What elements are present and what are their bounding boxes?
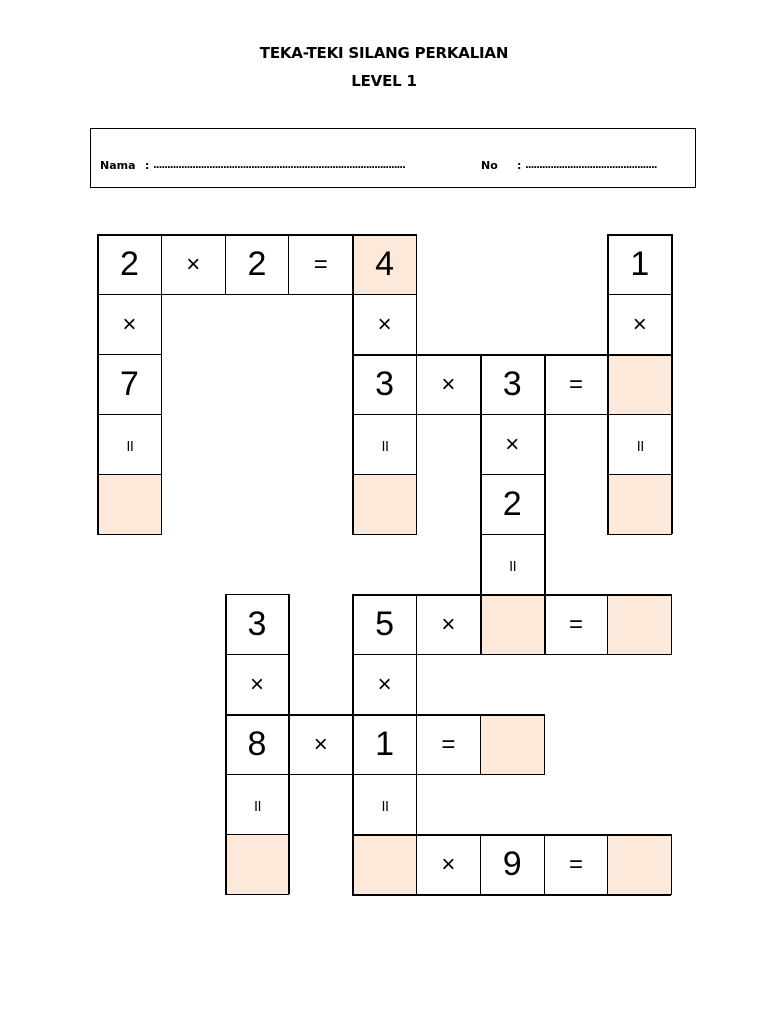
number-cell-r6-c4: 5 <box>352 594 417 655</box>
number-cell-r0-c4: 4 <box>352 234 417 295</box>
nama-label: Nama <box>100 159 136 172</box>
multiply-cell-r10-c5: × <box>416 834 481 895</box>
equals-cell-r9-c2: ॥ <box>225 774 290 835</box>
answer-cell-r4-c4[interactable] <box>352 474 417 535</box>
grid-border-line <box>544 354 546 654</box>
multiply-cell-r7-c4: × <box>352 654 417 715</box>
equals-cell-r9-c4: ॥ <box>352 774 417 835</box>
answer-cell-r4-c0[interactable] <box>97 474 162 535</box>
grid-border-line <box>97 234 99 534</box>
multiply-cell-r1-c8: × <box>607 294 672 355</box>
multiply-cell-r6-c5: × <box>416 594 481 655</box>
equals-cell-r0-c3: = <box>288 234 353 295</box>
number-cell-r0-c2: 2 <box>225 234 290 295</box>
number-cell-r8-c2: 8 <box>225 714 290 775</box>
equals-cell-r8-c5: = <box>416 714 481 775</box>
multiply-cell-r7-c2: × <box>225 654 290 715</box>
grid-border-line <box>352 834 671 836</box>
multiply-cell-r2-c5: × <box>416 354 481 415</box>
grid-border-line <box>352 354 671 356</box>
grid-border-line <box>352 594 671 596</box>
grid-border-line <box>480 354 482 654</box>
number-cell-r2-c4: 3 <box>352 354 417 415</box>
grid-border-line <box>225 594 227 894</box>
equals-cell-r3-c0: ॥ <box>97 414 162 475</box>
multiply-cell-r1-c4: × <box>352 294 417 355</box>
multiply-cell-r1-c0: × <box>97 294 162 355</box>
number-cell-r4-c6: 2 <box>480 474 545 535</box>
no-field[interactable]: ............................................... <box>525 160 657 171</box>
grid-border-line <box>352 234 354 534</box>
answer-cell-r2-c8[interactable] <box>607 354 672 415</box>
grid-border-line <box>225 714 544 716</box>
answer-cell-r10-c4[interactable] <box>352 834 417 895</box>
answer-cell-r4-c8[interactable] <box>607 474 672 535</box>
grid-border-line <box>671 234 673 534</box>
answer-cell-r8-c6[interactable] <box>480 714 545 775</box>
grid-border-line <box>97 234 416 236</box>
equals-cell-r10-c7: = <box>544 834 609 895</box>
no-colon: : <box>517 159 522 172</box>
grid-border-line <box>607 234 671 236</box>
multiply-cell-r3-c6: × <box>480 414 545 475</box>
multiply-cell-r8-c3: × <box>288 714 353 775</box>
grid-border-line <box>352 594 354 894</box>
equals-cell-r3-c8: ॥ <box>607 414 672 475</box>
number-cell-r8-c4: 1 <box>352 714 417 775</box>
equals-cell-r3-c4: ॥ <box>352 414 417 475</box>
level-label: LEVEL 1 <box>351 72 417 90</box>
grid-border-line <box>288 594 290 894</box>
multiply-cell-r0-c1: × <box>161 234 226 295</box>
no-label: No <box>481 159 498 172</box>
nama-colon: : <box>145 159 150 172</box>
page-title: TEKA-TEKI SILANG PERKALIAN <box>259 44 509 62</box>
number-cell-r0-c8: 1 <box>607 234 672 295</box>
answer-cell-r6-c8[interactable] <box>607 594 672 655</box>
grid-border-line <box>352 894 671 896</box>
number-cell-r2-c6: 3 <box>480 354 545 415</box>
grid-border-line <box>607 234 609 534</box>
equals-cell-r6-c7: = <box>544 594 609 655</box>
equals-cell-r5-c6: ॥ <box>480 534 545 595</box>
number-cell-r0-c0: 2 <box>97 234 162 295</box>
number-cell-r10-c6: 9 <box>480 834 545 895</box>
number-cell-r6-c2: 3 <box>225 594 290 655</box>
answer-cell-r6-c6[interactable] <box>480 594 545 655</box>
answer-cell-r10-c2[interactable] <box>225 834 290 895</box>
answer-cell-r10-c8[interactable] <box>607 834 672 895</box>
nama-field[interactable]: .......................................................................................... <box>153 160 405 171</box>
equals-cell-r2-c7: = <box>544 354 609 415</box>
number-cell-r2-c0: 7 <box>97 354 162 415</box>
